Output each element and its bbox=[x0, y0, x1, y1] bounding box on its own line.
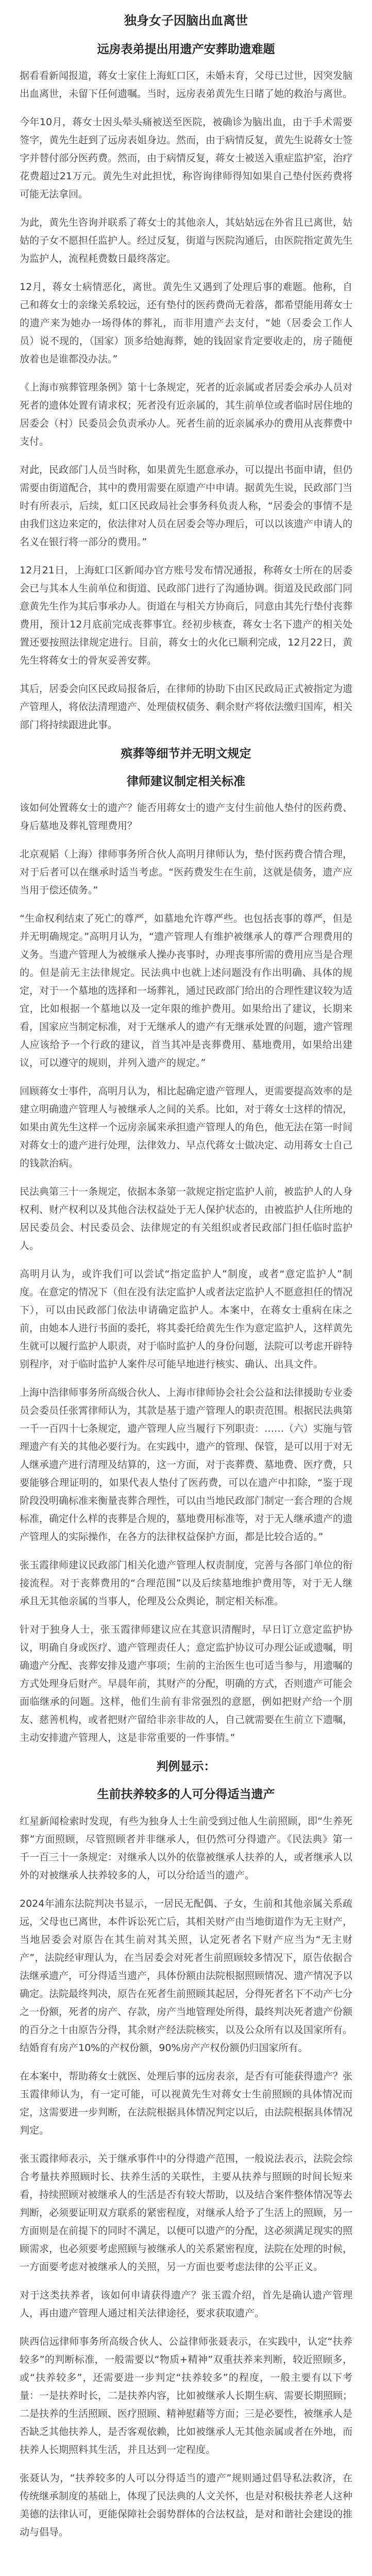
paragraph: 高明月认为，或许我们可以尝试“指定监护人”制度，或者“意定监护人”制度。在意定的情况下（但在没有法定监护人或者法定监护人不愿意担任的情况下），可以由民政部门依法申请确定监护人。本案中，在蒋女士重病在床之前，由她本人进行书面的委托，将其委托给黄先生作为意定监护人，这样黄先生就可以履行监护人职责，对于临时监护人的身份问题，法院可以考虑开辟特别程序，对于临时监护人案件尽可能早地进行核实、确认、出具文件。 bbox=[20, 1268, 353, 1370]
paragraph: 其后，居委会向区民政局报备后，在律师的协助下由区民政局正式被指定为遗产管理人，将依法清理遗产、处理债权债务、剩余财产将依法缴归国库，相关部门将持续跟进此事。 bbox=[20, 683, 353, 731]
paragraph: 今年10月，蒋女士因头晕头痛被送至医院，被确诊为脑出血，由于手术需要签字，黄先生赶到了远房表姐身边。然而，由于病情反复，黄先生说蒋女士签字并替付部分医药费。然而，由于病情反复，蒋女士被送入重症监护室，治疗花费超过21万元。黄先生对此担忧，称咨询律师得知如果自己垫付医药费将可能无法拿回。 bbox=[20, 116, 353, 200]
section-3 bbox=[20, 1758, 352, 2541]
paragraph: 《上海市殡葬管理条例》第十七条规定，死者的近亲属或者居委会承办人员对死者的遗体处置有请求权；死者没有近亲属的，其生前单位或者临时居住地的居委会（村）民委员会负责承办人。死者生前的近亲属承办的费用从丧葬费中支付。 bbox=[20, 381, 353, 447]
paragraph: 张玉霞律师建议民政部门相关化遗产管理人权责制度，完善与各部门单位的衔接流程。对于丧葬费用的“合理范围”以及后续墓地维护费用等，对于无人继承且无其他亲属的当事人，伦理及公众舆论，制定相关标准。 bbox=[20, 1560, 353, 1607]
paragraph: 2024年浦东法院判决书显示，一居民无配偶、子女，生前和其他亲属关系疏远，父母也已离世，本件诉讼死亡后，其相关财产由当地街道作为无主财产，当地居委会对原告在其生前对其关照，认定死者名下财产应当为“无主财产”，法院经审理认为，在当居委会对死者生前照顾较多情况下，原告依据合法继承遗产，可分得适当遗产，具体份额由法院根据照顾情况、遗产情况予以确定。法院最终判决，原告在死者生前照顾其起居，分得死者名下不动产七分之一份额，死者的房产、存款，房产当地管理处所得，最终判决死者遗产份额的百分之十由原告分得，其余财产经法院核实，以及公众所有以及国家所有。结婚育有房产10%的产权份额，90%房产产权份额仍归国家所有。 bbox=[20, 1897, 353, 2054]
paragraph: 对于这类扶养者，该如何申请获得遗产？张玉霞介绍，首先是确认遗产管理人，再由遗产管理人通过相关法律途径，要求获取遗产。 bbox=[20, 2289, 352, 2319]
section-1-subheading: 远房表弟提出用遗产安葬助遗难题 bbox=[97, 42, 275, 56]
paragraph: 据看看新闻报道，蒋女士家住上海虹口区，未婚未育，父母已过世，因突发脑出血离世，未留下任何遗嘱。当时，远房表弟黄先生日睹了她的救治与离世。 bbox=[20, 70, 353, 99]
paragraph: 上海中浩律师事务所高级合伙人、上海市律师协会社会公益和法律援助专业委员会委员任张霄律师认为，其款是基于遗产管理人的职责范围。根据民法典第一千一百四十七条规定，遗产管理人应当履行下列职责：……（六）实施与管理遗产有关的其他必要行为。在实践中，遗产的管理、保管，是可以用于对无人继承遗产进行清理及结算的，这一方面，对于丧葬费、墓地费、医疗费，只要能够合理证明的，如果代表人垫付了医药费，可以在遗产中扣除，“鉴于现阶段没明确标准来衡量丧葬合理性，可以由当地民政部门制定一套合理的合规标准，确定什么样的丧葬是合规的，墓地费用标准等，对于无人继承遗产的遗产管理人的实际操作，在各方的法律权益保护方面，都是比较合适的。” bbox=[20, 1387, 353, 1543]
article-title: 独身女子因脑出血离世 bbox=[124, 13, 248, 28]
paragraph: 陕西信远律师事务所高级合伙人、公益律师张聂表示，在实践中，认定“扶养较多”的判断标准，一般需要以“物质+精神”双重扶养来判断，较近照顾多，或“扶养较多”，还需要进一步判定“扶养较多”的程度，一般主要有以下考量：一是扶养时长，二是扶养内容，比如被继承人长期生病、需要长期照顾；二是扶养的生活照顾、医疗照顾、精神慰藉等方面；三是必要性，被继承人是否缺乏其他扶养人，是否客观依赖，比如被继承人无其他亲属或者在外地，而扶养人长期照料其生活，并且达到一定程度。 bbox=[20, 2335, 353, 2455]
paragraph: 12月，蒋女士病情恶化，离世。黄先生又遇到了处理后事的难题。他称，自己和蒋女士的亲缘关系较远，还有垫付的医药费尚无着落，都希望能用蒋女士的遗产来为她办一场得体的葬礼，而非用遗产去支付，“她（居委会工作人员）说不现的，（国家）顶多给她海葬，她的钱固家肯定要收走的，房子随便放着也是谁都没办法。” bbox=[20, 281, 353, 365]
section-3-heading: 判例显示： bbox=[156, 1760, 216, 1774]
paragraph: 北京观韬（上海）律师事务所合伙人高明月律师认为，垫付医药费合情合理，对于后者可以在继承时适当考虑。“医药费发生在生前，这就是债务，遗产应当用于偿还债务。” bbox=[20, 849, 353, 896]
paragraph: 该如何处置蒋女士的遗产？能否用蒋女士的遗产支付生前他人垫付的医药费、身后墓地及葬礼管理费用？ bbox=[20, 802, 353, 832]
paragraph: 张玉霞律师表示，关于继承事件中的分得遗产范围，一般说法表示，法院会综合考量扶养照顾时长、扶养生活的关联性，主要从扶养与照顾的时间长短来看，持续照顾对被继承人的生活是否有较大帮助，以及结合案件整体情况等去判断，必须要证明双方联系的紧密程度，对继承人给予了生活上的照顾，另一方面则是在前提下的同时不满足，以便可以遗产的分配，这必须满足现实的照顾需求，也必须要考虑照顾与被继承人的关系紧密程度，法院在处理的时候，一方面要考虑对被继承人的关照，另一方面也要考虑法律的公平正义。 bbox=[20, 2153, 353, 2273]
paragraph: 针对于独身人士，张玉霞律师建议应在其意识清醒时，早日订立意定监护协议，明确自身或医疗、遗产管理责任人；意定监护协议可办理公证或遗嘱，明确遗产分配、丧葬安排及遗产事项；生前的主治医生也可适当参与，用遗嘱的方式处理身后财产。早晨年前，其财产的分配，明确的方式，否则遗产可能会面临继承的问题。这样，他们生前有非常强烈的意愿，例如把财产给一个朋友、慈善机构，或者把财产留给非亲非故的人，自己就需要在生前立下遗嘱，主动安排遗产管理人，这是非常重要的一件事情。” bbox=[20, 1624, 353, 1744]
paragraph: “生命权利结束了死亡的尊严，如墓地允许尊严些。也包括丧事的尊严，但是并无明确规定。”高明月认为，“遗产管理人有维护被继承人的尊严合理费用的义务。当遗产管理人为被继承人操办丧事时，办理丧事所需的费用应当是合理的。但是前无主法律规定。民法典中也就上述问题没有作出明确、具体的规定，对于一个墓地的选择和一场葬礼，通过民政部门给出的合理性建议较为适宜，比如根据一个墓地以及一定年限的维护费用。如果给出了建议，长期来看，国家应当制定标准，对于无继承人的遗产有无继承处置的问题，遗产管理人应该给予一个行政的建议，首当其冲是丧葬费用、墓地费用，如果给出建议，可以遵守的规则，并列入遗产的规定。” bbox=[20, 913, 353, 1069]
paragraph: 回顾蒋女士事件，高明月认为，相比起确定遗产管理人，更需要提高效率的是建立明确遗产管理人与被继承人之间的关系。比如，对于蒋女士这样的情况，如果由黄先生这样一个远房亲属来承担遗产管理人的角色，他无法在第一时间对蒋女士的遗产进行处理，法律效力、早点代蒋女士做决定、动用蒋女士自己的钱款治病。 bbox=[20, 1086, 353, 1170]
paragraph: 在本案中，帮助蒋女士就医、处理后事的远房表亲，是否有可能获得遗产？张玉霞律师认为，有一定可能，可以视黄先生对蒋女士生前照顾的具体情况而定，这需要进一步判断，在法院根据具体情况判定以后，由法院根据具体情况判定。 bbox=[20, 2070, 353, 2136]
section-2-heading: 殡葬等细节并无明文规定 bbox=[121, 747, 251, 760]
paragraph: 张聂认为，“扶养较多的人可以分得适当的遗产”规则通过倡导私法救济，在传统继承制度的基础上，体现了民法典的人文关怀，也是对积极扶养老人这种美德的法律认可，更能保障社会弱势群体的合法权益，是对和谐社会建设的推动与倡导。 bbox=[20, 2472, 353, 2538]
paragraph: 民法典第三十一条规定，依据本条第一款规定指定监护人前，被监护人的人身权利、财产权利以及其他合法权益处于无人保护状态的，由被监护人住所地的居民委员会、村民委员会、法律规定的有关组织或者民政部门担任临时监护人。 bbox=[20, 1186, 353, 1252]
paragraph: 红星新闻检索时发现，有些为独身人士生前受到过他人生前照顾，即“生养死葬”方面照顾，尽管照顾者并非继承人，但仍然可分得遗产。《民法典》第一千一百三十一条规定：对继承人以外的依靠被继承人扶养的人，或者继承人以外的对被继承人扶养较多的人，可以分给适当的遗产。 bbox=[20, 1815, 353, 1881]
section-2-subheading: 律师建议制定相关标准 bbox=[127, 774, 245, 788]
paragraph: 12月21日，上海虹口区新闻办官方账号发布情况通报，称蒋女士所在的居委会已与其本人生前单位和街道、民政部门进行了沟通协调。街道及民政部门同意黄先生作为其后事承办人。街道在与相关方协商后，同意由其先行垫付丧葬费用，预计12月底前完成丧葬事宜。经初步核查，蒋女士名下遗产的相关处置还要按照法律规定进行。目前，蒋女士的火化已顺利完成，12月22日，黄先生将蒋女士的骨灰妥善安葬。 bbox=[20, 564, 353, 666]
paragraph: 为此，黄先生咨询并联系了蒋女士的其他亲人，其姑姑远在外省且已离世，姑姑的子女不愿担任监护人。经过反复，街道与医院沟通后，由医院指定黄先生为监护人，流程耗费数日最终落定。 bbox=[20, 216, 353, 264]
section-1 bbox=[20, 12, 352, 734]
section-3-subheading: 生前扶养较多的人可分得适当遗产 bbox=[97, 1788, 275, 1802]
paragraph: 对此，民政部门人员当时称，如果黄先生愿意承办，可以提出书面申请，但仍需要由街道配合，其中的费用需要在原遗产中申请。据黄先生说，民政部门当时有所表示，后续，虹口区民政局社会事务科负责人称，“居委会的事情不是由我们这边来定的，依法律对人员在居委会等办理后，可以以该遗产申请人的名义在银行将一部分的费用。” bbox=[20, 464, 353, 548]
section-2 bbox=[20, 745, 352, 1747]
